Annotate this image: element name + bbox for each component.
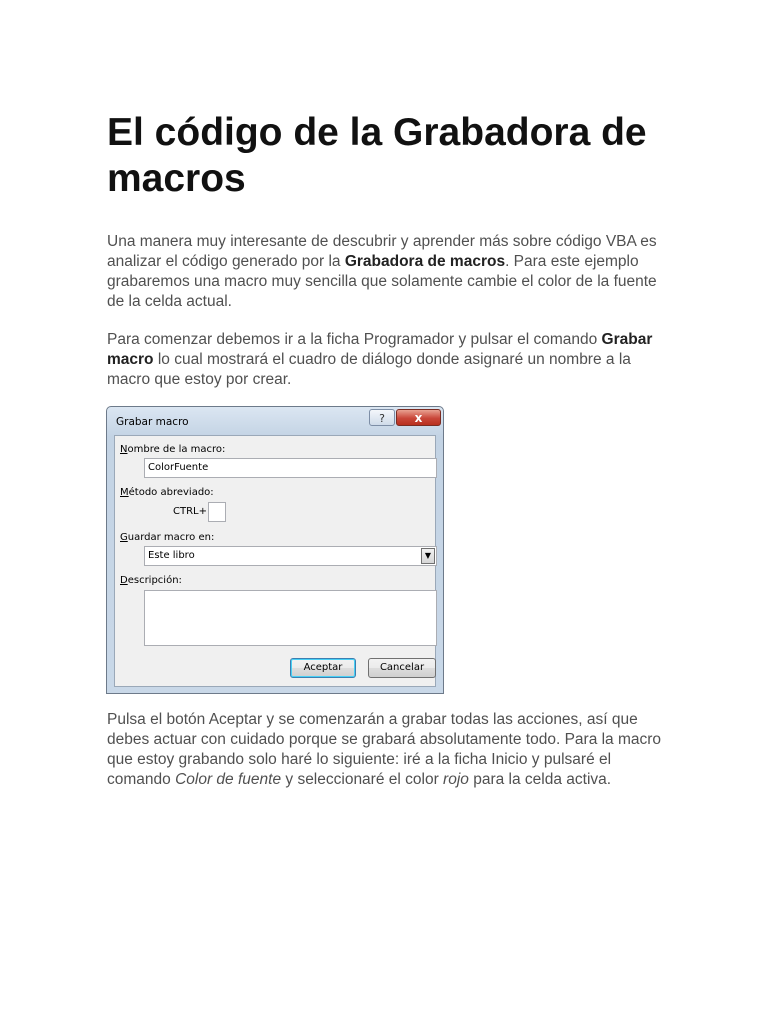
intro-paragraph (107, 232, 667, 312)
chevron-down-icon[interactable]: ▼ (421, 548, 435, 564)
close-button[interactable]: x (396, 409, 441, 426)
intro-text-2: . Para este ejemplo grabaremos una macro muy sencilla que solamente cambie el color de la fuente de la celda actual. (107, 253, 657, 310)
description-label: Descripción: (120, 575, 182, 586)
shortcut-key-input[interactable] (208, 502, 226, 522)
store-macro-label: Guardar macro en: (120, 532, 215, 543)
page-title: El código de la Grabadora de macros (107, 111, 647, 200)
dialog-titlebar[interactable] (107, 407, 443, 433)
record-paragraph (107, 710, 667, 790)
intro-bold: Grabadora de macros (344, 253, 506, 270)
macro-name-label: Nombre de la macro: (120, 444, 226, 455)
dialog-panel (114, 435, 436, 687)
cancel-button[interactable]: Cancelar (368, 658, 436, 678)
steps-paragraph (107, 330, 667, 390)
record-text-3: para la celda activa. (468, 771, 612, 788)
steps-bold: Grabar macro (107, 331, 653, 368)
ctrl-label: CTRL+ (173, 506, 207, 517)
steps-text-1: Para comenzar debemos ir a la ficha Programador y pulsar el comando (107, 331, 602, 348)
accept-button[interactable]: Aceptar (290, 658, 356, 678)
description-textarea[interactable] (144, 590, 437, 646)
macro-name-input[interactable]: ColorFuente (144, 458, 437, 478)
shortcut-label: Método abreviado: (120, 487, 214, 498)
steps-text-2: lo cual mostrará el cuadro de diálogo donde asignaré un nombre a la macro que estoy por crear. (107, 351, 631, 388)
store-macro-value: Este libro (148, 550, 195, 561)
record-macro-dialog (106, 406, 444, 694)
intro-text-1: Una manera muy interesante de descubrir y aprender más sobre código VBA es analizar el código generado por la (107, 233, 657, 270)
record-italic-2: rojo (443, 771, 469, 788)
dialog-title: Grabar macro (116, 416, 189, 428)
help-button[interactable]: ? (369, 409, 395, 426)
record-text-2: y seleccionaré el color (281, 771, 444, 788)
record-italic-1: Color de fuente (175, 771, 282, 788)
store-macro-select[interactable] (144, 546, 437, 566)
record-text-1: Pulsa el botón Aceptar y se comenzarán a grabar todas las acciones, así que debes actuar con cuidado porque se grabará absolutamente todo. Para la macro que estoy grabando solo haré lo siguiente: iré a la ficha Inicio y pulsaré el comando (107, 711, 662, 788)
